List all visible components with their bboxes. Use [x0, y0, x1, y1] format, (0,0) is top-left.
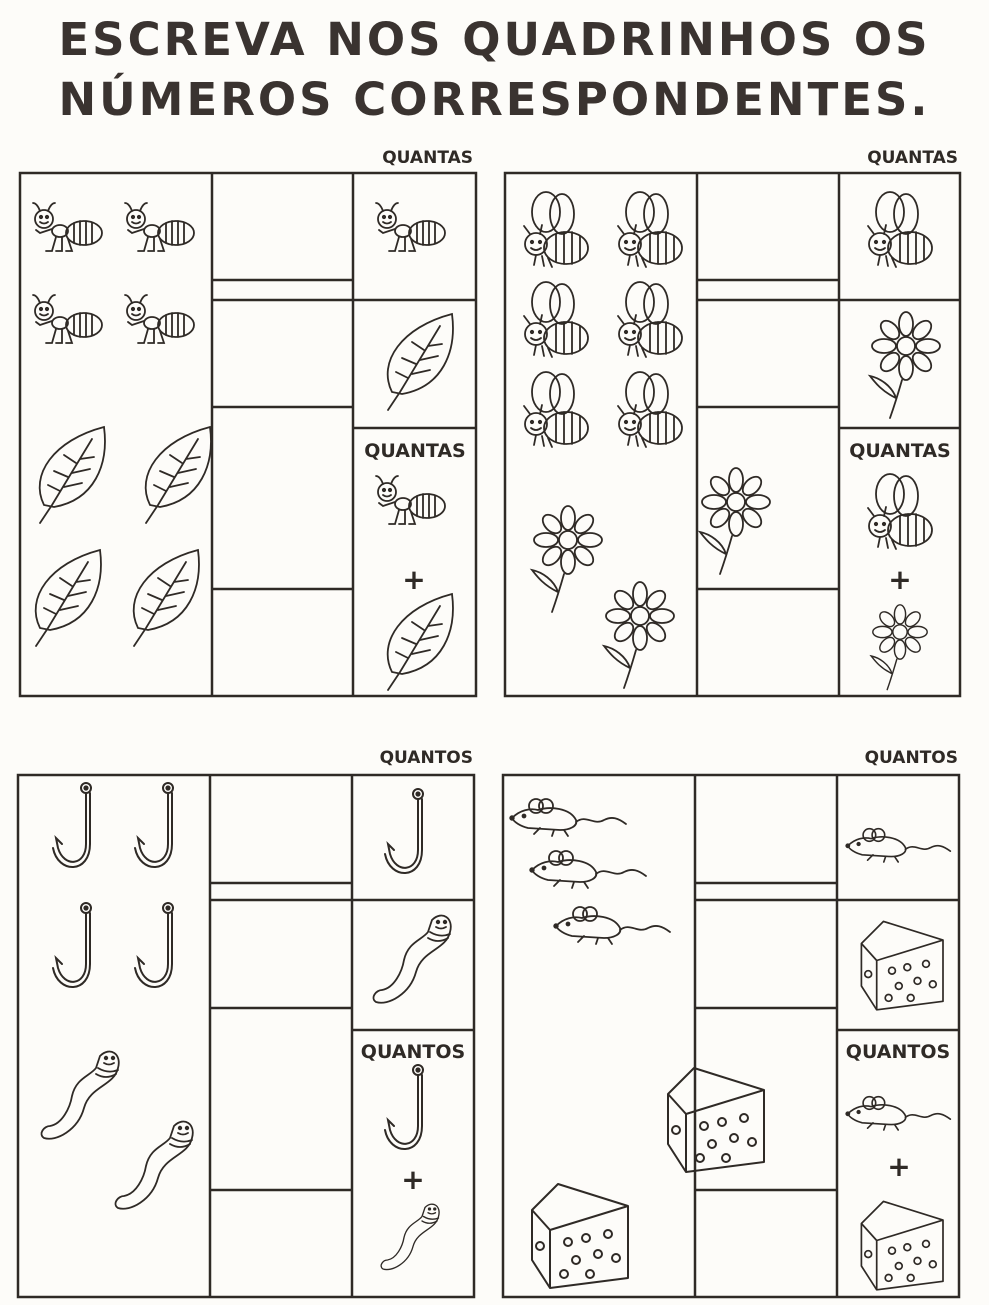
leaf-icon — [388, 314, 453, 410]
leaf-icon — [388, 594, 453, 690]
ant-icon — [125, 295, 194, 343]
answer-box-hooks-plus-worms[interactable] — [211, 1191, 351, 1296]
panel-1-inner-label: QUANTAS — [364, 440, 466, 462]
mouse-icon — [846, 829, 950, 862]
panel-4-plus-sign: + — [887, 1150, 911, 1183]
panel-2-plus-sign: + — [888, 563, 912, 596]
panel-4-question-label: QUANTOS — [864, 748, 958, 768]
leaf-icon — [134, 550, 199, 646]
answer-box-ants[interactable] — [213, 174, 352, 279]
answer-box-ants-plus-leaves[interactable] — [213, 590, 352, 695]
hook-icon — [135, 783, 173, 867]
flower-icon — [700, 468, 770, 574]
mouse-icon — [554, 907, 670, 944]
bee-icon — [868, 192, 932, 267]
hook-icon — [135, 903, 173, 987]
hook-icon — [385, 1065, 423, 1149]
bee-icon — [524, 372, 588, 447]
bee-icon — [524, 192, 588, 267]
flower-icon — [532, 506, 602, 612]
answer-box-mice[interactable] — [696, 776, 836, 882]
answer-box-bees-plus-flowers[interactable] — [698, 590, 838, 695]
cheese-icon — [861, 921, 943, 1009]
panel-2-question-label: QUANTAS — [867, 148, 958, 168]
panel-3-question-label: QUANTOS — [379, 748, 473, 768]
leaf-icon — [40, 427, 105, 523]
ant-icon — [376, 203, 445, 251]
bee-icon — [868, 474, 932, 549]
panel-3-plus-sign: + — [401, 1163, 425, 1196]
cheese-icon — [668, 1068, 764, 1172]
answer-box-bees[interactable] — [698, 174, 838, 279]
leaf-icon — [146, 427, 211, 523]
mouse-icon — [510, 799, 626, 836]
title-line-2: NÚMEROS CORRESPONDENTES. — [58, 73, 931, 126]
panel-2-inner-label: QUANTAS — [849, 440, 951, 462]
answer-box-leaves[interactable] — [213, 301, 352, 406]
bee-icon — [618, 282, 682, 357]
answer-box-worms[interactable] — [211, 901, 351, 1007]
answer-box-flowers[interactable] — [698, 301, 838, 406]
flower-icon — [604, 582, 674, 688]
worm-icon — [381, 1204, 439, 1269]
mouse-icon — [846, 1097, 950, 1130]
hook-icon — [385, 789, 423, 873]
cheese-icon — [861, 1201, 943, 1289]
panel-1-plus-sign: + — [402, 563, 426, 596]
ant-icon — [33, 203, 102, 251]
mouse-icon — [530, 851, 646, 888]
hook-icon — [53, 903, 91, 987]
leaf-icon — [36, 550, 101, 646]
answer-box-cheese[interactable] — [696, 901, 836, 1007]
flower-icon — [871, 605, 927, 690]
hook-icon — [53, 783, 91, 867]
worm-icon — [42, 1052, 119, 1139]
panel-3-inner-label: QUANTOS — [360, 1041, 466, 1063]
panel-1-question-label: QUANTAS — [382, 148, 473, 168]
flower-icon — [870, 312, 940, 418]
answer-box-mice-plus-cheese[interactable] — [696, 1191, 836, 1296]
bee-icon — [618, 192, 682, 267]
cheese-icon — [532, 1184, 628, 1288]
ant-icon — [376, 476, 445, 524]
worm-icon — [116, 1122, 193, 1209]
title-line-1: ESCREVA NOS QUADRINHOS OS — [58, 13, 931, 66]
worm-icon — [374, 916, 451, 1003]
answer-box-hooks[interactable] — [211, 776, 351, 882]
bee-icon — [524, 282, 588, 357]
ant-icon — [33, 295, 102, 343]
bee-icon — [618, 372, 682, 447]
ant-icon — [125, 203, 194, 251]
panel-4-inner-label: QUANTOS — [845, 1041, 951, 1063]
